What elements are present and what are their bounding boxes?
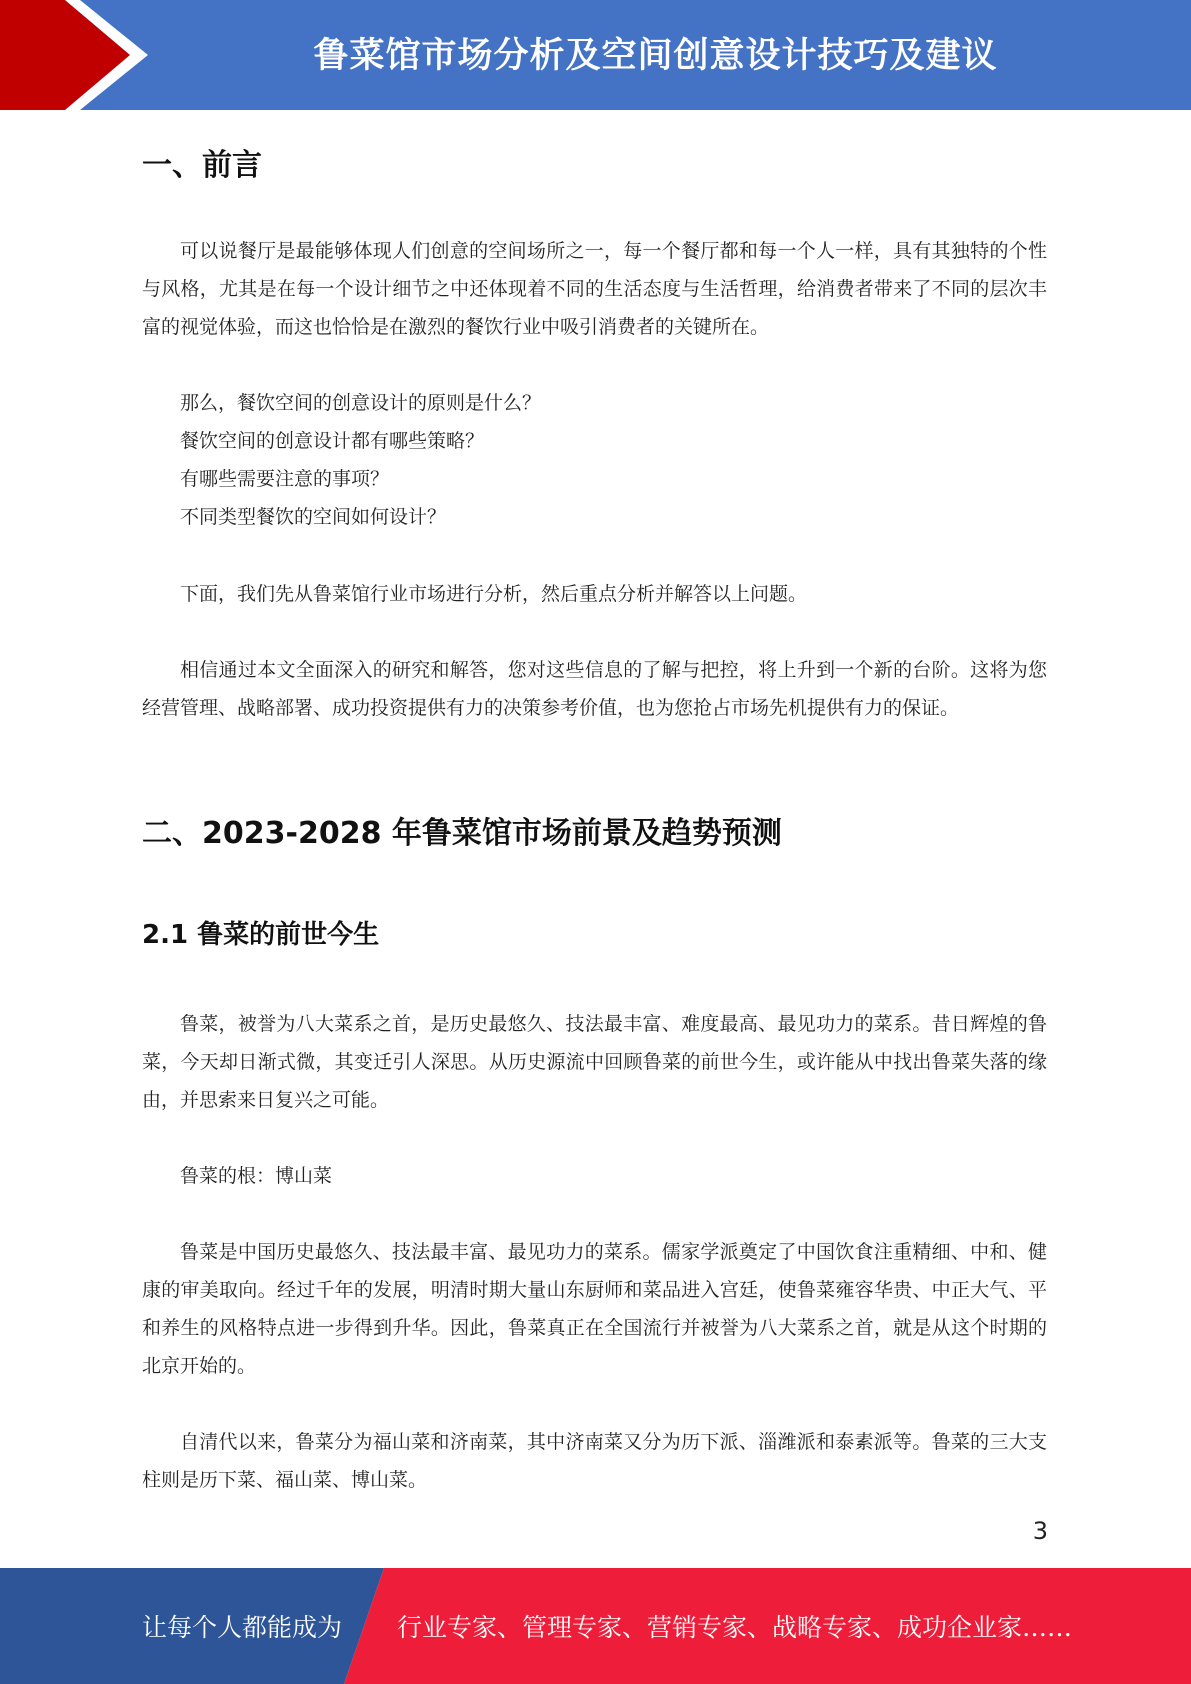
paragraph: 鲁菜，被誉为八大菜系之首，是历史最悠久、技法最丰富、难度最高、最见功力的菜系。昔日辉煌的鲁菜，今天却日渐式微，其变迁引人深思。从历史源流中回顾鲁菜的前世今生，或许能从中找出鲁菜失落的缘由，并思索来日复兴之可能。 [142,1013,1047,1111]
list-item: 不同类型餐饮的空间如何设计？ [180,506,447,528]
subsection-heading: 2.1 鲁菜的前世今生 [142,920,380,950]
list-item: 有哪些需要注意的事项？ [180,468,390,490]
paragraph: 相信通过本文全面深入的研究和解答，您对这些信息的了解与把控，将上升到一个新的台阶。这将为您经营管理、战略部署、成功投资提供有力的决策参考价值，也为您抢占市场先机提供有力的保证。 [142,659,1047,719]
footer-slogan-right: 行业专家、管理专家、营销专家、战略专家、成功企业家…… [397,1613,1073,1642]
footer-slogan-left: 让每个人都能成为 [142,1613,343,1642]
list-item: 餐饮空间的创意设计都有哪些策略？ [180,430,485,452]
section-heading-preface: 一、前言 [142,148,262,183]
paragraph: 下面，我们先从鲁菜馆行业市场进行分析，然后重点分析并解答以上问题。 [180,583,808,605]
paragraph: 可以说餐厅是最能够体现人们创意的空间场所之一，每一个餐厅都和每一个人一样，具有其独特的个性与风格，尤其是在每一个设计细节之中还体现着不同的生活态度与生活哲理，给消费者带来了不同的层次丰富的视觉体验，而这也恰恰是在激烈的餐饮行业中吸引消费者的关键所在。 [142,240,1047,338]
paragraph: 自清代以来，鲁菜分为福山菜和济南菜，其中济南菜又分为历下派、淄潍派和泰素派等。鲁菜的三大支柱则是历下菜、福山菜、博山菜。 [142,1431,1047,1491]
header-banner [0,0,1191,110]
section-heading-forecast: 二、2023-2028 年鲁菜馆市场前景及趋势预测 [142,816,782,851]
page-number: 3 [1032,1517,1048,1545]
paragraph: 鲁菜的根：博山菜 [180,1165,333,1187]
question-list [142,384,1047,536]
list-item: 那么，餐饮空间的创意设计的原则是什么？ [180,392,542,414]
paragraph: 鲁菜是中国历史最悠久、技法最丰富、最见功力的菜系。儒家学派奠定了中国饮食注重精细、中和、健康的审美取向。经过千年的发展，明清时期大量山东厨师和菜品进入宫廷，使鲁菜雍容华贵、中正大气、平和养生的风格特点进一步得到升华。因此，鲁菜真正在全国流行并被誉为八大菜系之首，就是从这个时期的北京开始的。 [142,1241,1047,1377]
footer-banner [0,1568,1191,1684]
document-title: 鲁菜馆市场分析及空间创意设计技巧及建议 [313,36,998,76]
